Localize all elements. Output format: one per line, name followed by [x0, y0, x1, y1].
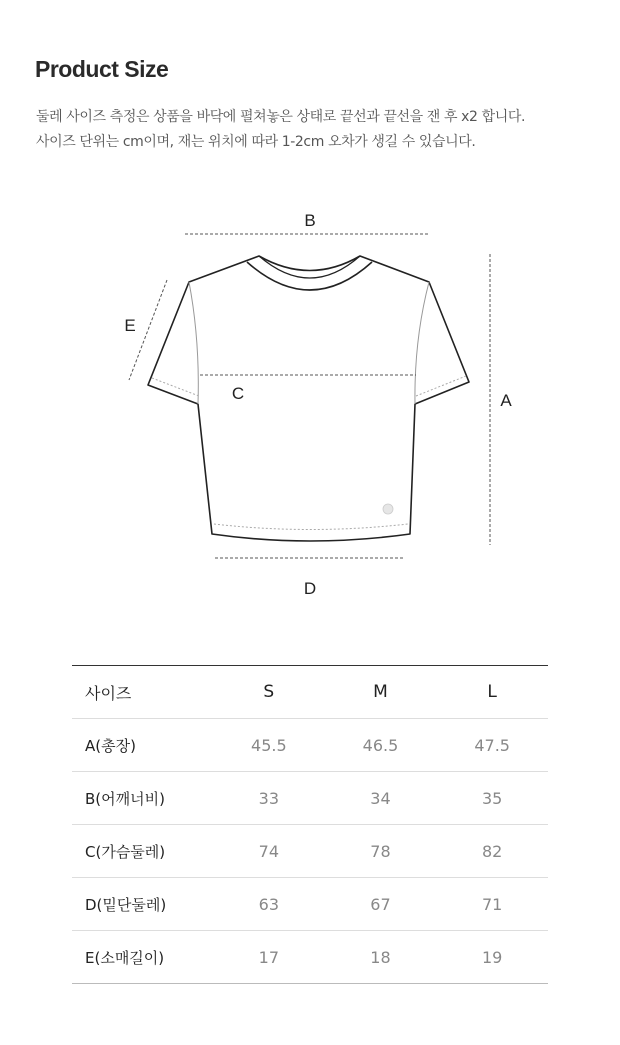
row-label-c: C(가슴둘레): [72, 825, 213, 878]
table-cell: 82: [436, 825, 548, 878]
description-line-1: 둘레 사이즈 측정은 상품을 바닥에 펼쳐놓은 상태로 끝선과 끝선을 잰 후 x2 합니다.: [36, 109, 526, 125]
table-cell: 45.5: [213, 719, 325, 772]
size-header-m: M: [325, 666, 437, 719]
size-table-header: [72, 666, 548, 719]
label-c: C: [231, 384, 245, 403]
row-label-e: E(소매길이): [72, 931, 213, 984]
page-title: Product Size: [35, 56, 169, 82]
table-cell: 71: [436, 878, 548, 931]
label-a: A: [500, 391, 512, 410]
table-row: [72, 878, 548, 931]
left-armhole: [189, 282, 198, 404]
table-cell: 18: [325, 931, 437, 984]
table-cell: 35: [436, 772, 548, 825]
table-cell: 47.5: [436, 719, 548, 772]
label-e: E: [124, 316, 136, 335]
row-label-a: A(총장): [72, 719, 213, 772]
table-cell: 78: [325, 825, 437, 878]
table-cell: 33: [213, 772, 325, 825]
button-detail: [383, 504, 393, 514]
right-armhole: [415, 282, 429, 404]
label-b: B: [304, 211, 316, 230]
table-row: [72, 825, 548, 878]
description-line-2: 사이즈 단위는 cm이며, 재는 위치에 따라 1-2cm 오차가 생길 수 있습니다.: [36, 134, 476, 150]
table-row: [72, 931, 548, 984]
size-header-s: S: [213, 666, 325, 719]
table-row: [72, 772, 548, 825]
size-header-l: L: [436, 666, 548, 719]
row-label-d: D(밑단둘레): [72, 878, 213, 931]
tshirt-collar-outer: [247, 262, 372, 290]
tshirt-outline: [148, 256, 469, 541]
table-cell: 19: [436, 931, 548, 984]
tshirt-body: [148, 256, 469, 541]
table-cell: 67: [325, 878, 437, 931]
left-sleeve-stitch: [152, 378, 199, 396]
table-cell: 46.5: [325, 719, 437, 772]
tshirt-collar-inner: [259, 256, 360, 278]
table-cell: 34: [325, 772, 437, 825]
row-label-b: B(어깨너비): [72, 772, 213, 825]
table-row: [72, 719, 548, 772]
label-d: D: [303, 579, 317, 598]
size-header-label: 사이즈: [72, 666, 213, 719]
table-cell: 63: [213, 878, 325, 931]
hem-stitch: [214, 524, 408, 530]
table-cell: 74: [213, 825, 325, 878]
table-cell: 17: [213, 931, 325, 984]
size-table: [72, 665, 548, 984]
tshirt-measurement-diagram: [0, 195, 620, 615]
